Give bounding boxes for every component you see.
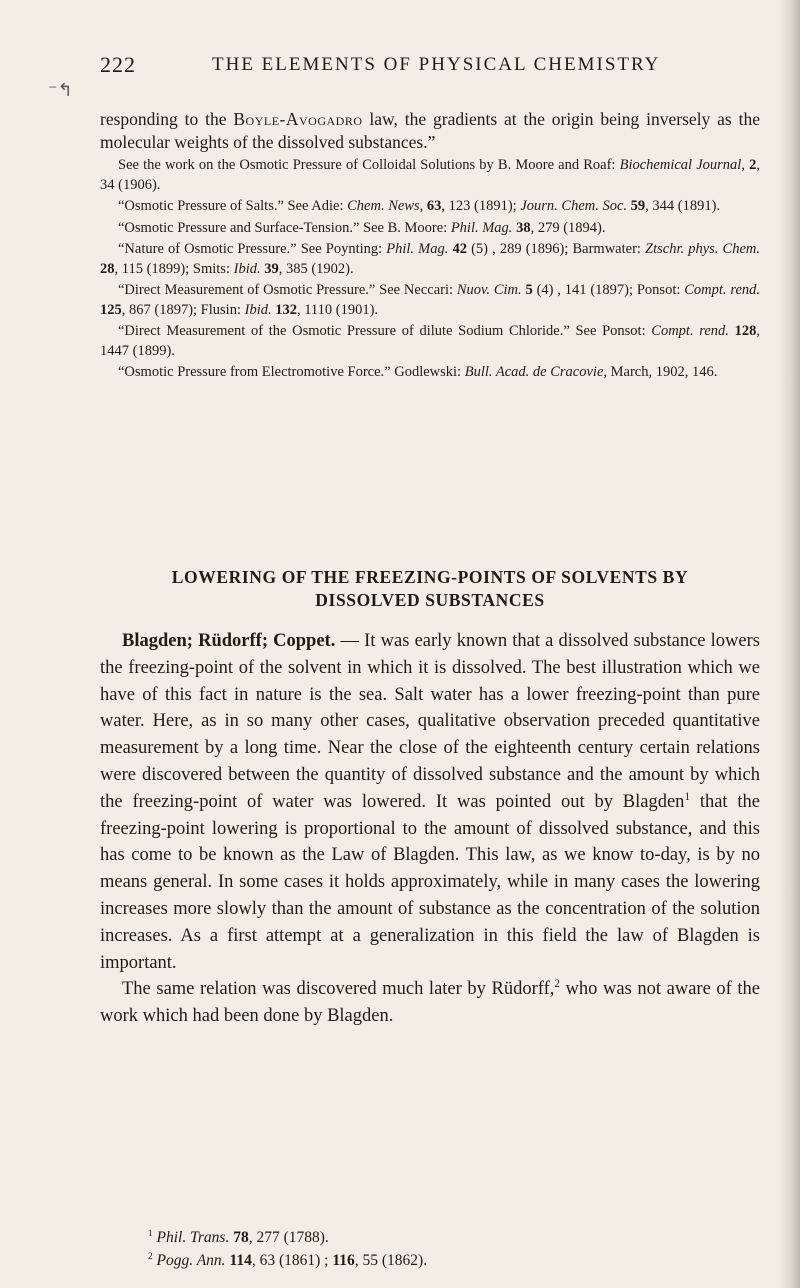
footnote-marker: 2 [554,978,560,991]
footnotes [100,1226,760,1272]
top-content [100,108,760,385]
reference-item: “Direct Measurement of the Osmotic Pressure of dilute Sodium Chloride.” See Ponsot: Compt. rend. 128, 1447 (1899). [100,323,760,359]
pencil-mark: ⁻↰ [48,80,73,101]
footnote-marker: 1 [684,790,690,803]
body-text [100,628,760,1030]
section-heading-line-2: DISSOLVED SUBSTANCES [315,590,545,610]
reference-item: “Osmotic Pressure of Salts.” See Adie: Chem. News, 63, 123 (1891); Journ. Chem. Soc. 59, 344 (1891). [118,198,721,214]
paragraph-lead-names: Blagden; Rüdorff; Coppet. [122,631,336,651]
body-paragraph: Blagden; Rüdorff; Coppet. — It was early known that a dissolved substance lowers the freezing-point of the solvent in which it is dissolved. The best illustration which we have of this fact in nature is the sea. Salt water has a lower freezing-point than pure water. Here, as in so many other cases, qualitative observation preceded quantitative measurement by a long time. Near the close of the eighteenth century certain relations were discovered between the quantity of dissolved substance and the amount by which the freezing-point of water was lowered. It was pointed out by Blagden$^1$ that the freezing-point lowering is proportional to the amount of dissolved substance, and this has come to be known as the Law of Blagden. This law, as we know to-day, is by no means general. In some cases it holds approximately, while in many cases the lowering increases more slowly than the amount of substance as the concentration of the solution increases. As a first attempt at a generalization in this field the law of Blagden is important. [100,631,761,973]
lead-text-end: law, the gradients at the origin being inversely as the molecular weights of the dissolved substances.” [100,109,760,152]
page-header [100,52,760,82]
footnote-item: $^2$ Pogg. Ann. 114, 63 (1861) ; 116, 55 (1862). [148,1251,428,1269]
reference-item: “Osmotic Pressure from Electromotive Force.” Godlewski: Bull. Acad. de Cracovie, March, 1902, 146. [118,364,718,380]
reference-item: “Direct Measurement of Osmotic Pressure.” See Neccari: Nuov. Cim. 5 (4) , 141 (1897); Ponsot: Compt. rend. 125, 867 (1897); Flusin: Ibid. 132, 1110 (1901). [100,282,761,318]
section-heading-line-1: LOWERING OF THE FREEZING-POINTS OF SOLVENTS BY [171,567,689,587]
lead-paragraph [100,108,760,154]
lead-smallcaps: Boyle-Avogadro [233,109,363,129]
reference-item: See the work on the Osmotic Pressure of Colloidal Solutions by B. Moore and Roaf: Biochemical Journal, 2, 34 (1906). [100,157,760,193]
body-paragraph: The same relation was discovered much later by Rüdorff,$^2$ who was not aware of the work which had been done by Blagden. [100,978,761,1027]
section-heading [100,566,760,612]
page-number: 222 [100,52,136,77]
footnote-item: $^1$ Phil. Trans. 78, 277 (1788). [148,1228,329,1246]
lead-text-start: responding to the [100,109,234,129]
running-title: THE ELEMENTS OF PHYSICAL CHEMISTRY [212,54,661,75]
reference-item: “Nature of Osmotic Pressure.” See Poynting: Phil. Mag. 42 (5) , 289 (1896); Barmwater: Ztschr. phys. Chem. 28, 115 (1899); Smits: Ibid. 39, 385 (1902). [100,241,760,277]
page-edge-shadow [778,0,800,1288]
reference-item: “Osmotic Pressure and Surface-Tension.” See B. Moore: Phil. Mag. 38, 279 (1894). [118,219,606,236]
reference-list [100,156,760,383]
